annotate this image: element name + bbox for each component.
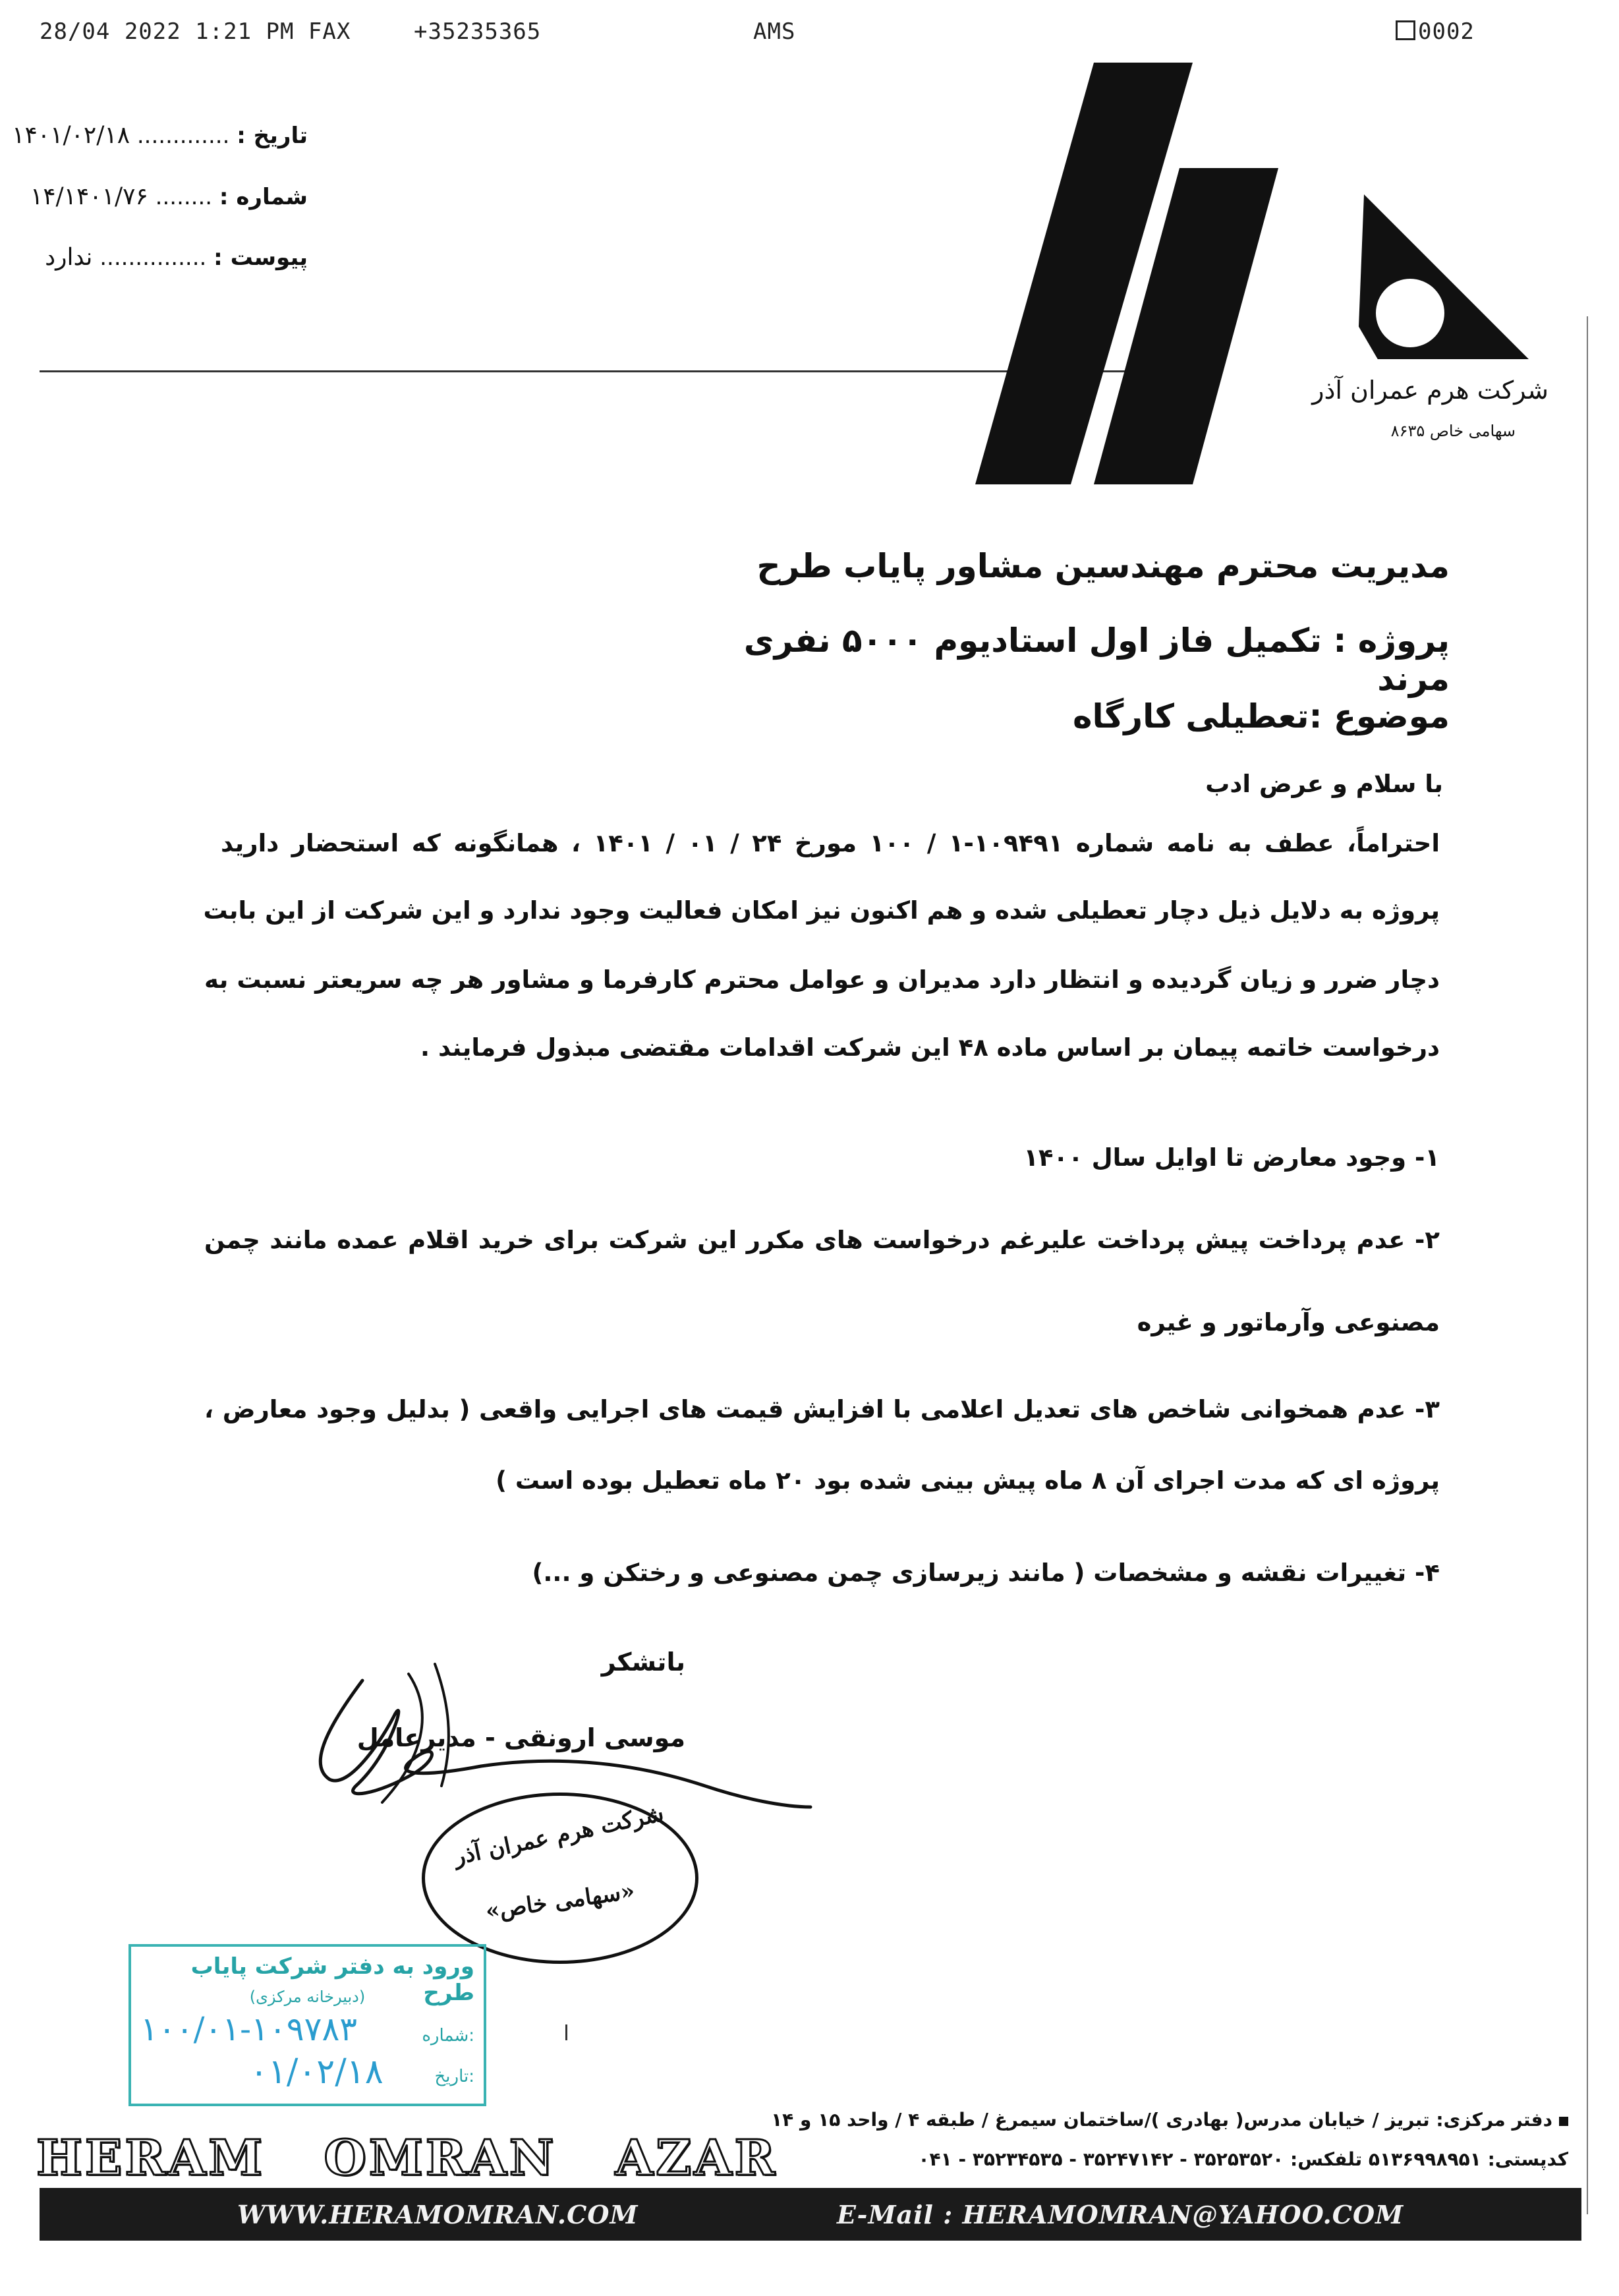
footer-email[interactable]: E-Mail : HERAMOMRAN@YAHOO.COM: [837, 2200, 1404, 2229]
page-box-icon: [1396, 20, 1415, 40]
fax-header-page: 0002: [1396, 18, 1475, 45]
list-item-1: ۱- وجود معارض تا اوایل سال ۱۴۰۰: [1023, 1143, 1440, 1172]
stamp-subtitle: (دبیرخانه مرکزی): [249, 1988, 366, 2006]
footer-website[interactable]: WWW.HERAMOMRAN.COM: [237, 2200, 639, 2229]
greeting: با سلام و عرض ادب: [1205, 770, 1443, 798]
letter-attachment-row: پیوست : ............... ندارد: [45, 244, 308, 271]
list-item-3: ۳- عدم همخوانی شاخص های تعدیل اعلامی با افزایش قیمت های اجرایی واقعی ( بدلیل وجود معارض ،: [204, 1395, 1440, 1423]
body-line: پروژه به دلایل ذیل دچار تعطیلی شده و هم اکنون نیز امکان فعالیت وجود ندارد و این شرکت از این بابت: [203, 896, 1440, 925]
fax-header-datetime: 28/04 2022 1:21 PM FAX: [40, 18, 351, 45]
receipt-stamp: [128, 1944, 486, 2106]
stamp-date-value: ۰۱/۰۲/۱۸: [250, 2052, 383, 2092]
stamp-number-label: شماره:: [422, 2026, 474, 2046]
date-label: تاریخ :: [237, 123, 308, 149]
project-heading: پروژه : تکمیل فاز اول استادیوم ۵۰۰۰ نفری مرند: [743, 621, 1450, 698]
fax-header-station: AMS: [753, 18, 796, 45]
number-label: شماره :: [219, 184, 308, 210]
signature-name-title: موسی ارونقی - مدیرعامل: [356, 1723, 685, 1752]
list-item-3-cont: پروژه ای که مدت اجرای آن ۸ ماه پیش بینی شده بود ۲۰ ماه تعطیل بوده است ): [496, 1466, 1440, 1495]
fax-header-number: +35235365: [414, 18, 542, 45]
footer-bullet-icon: [1559, 2117, 1568, 2126]
seal-line-1: شرکت هرم عمران آذر: [451, 1800, 666, 1871]
right-margin-line: [1587, 316, 1588, 2214]
company-type: سهامی خاص ۸۶۳۵: [1390, 422, 1516, 440]
mark-tick: [565, 2024, 567, 2040]
stamp-date-label: تاریخ:: [434, 2067, 474, 2086]
logo-circle-cutout: [1376, 279, 1444, 347]
letter-number-row: شماره : ........ ۱۴/۱۴۰۱/۷۶: [30, 183, 308, 210]
list-item-2: ۲- عدم پرداخت پیش پرداخت علیرغم درخواست های مکرر این شرکت برای خرید اقلام عمده مانند چمن: [204, 1226, 1440, 1254]
number-value: ۱۴/۱۴۰۱/۷۶: [30, 183, 148, 210]
recipient-heading: مدیریت محترم مهندسین مشاور پایاب طرح: [756, 547, 1450, 585]
company-seal: [422, 1793, 698, 1964]
body-line: درخواست خاتمه پیمان بر اساس ماده ۴۸ این شرکت اقدامات مقتضی مبذول فرمایند .: [420, 1033, 1440, 1062]
list-item-4: ۴- تغییرات نقشه و مشخصات ( مانند زیرسازی چمن مصنوعی و رختکن و ...): [532, 1559, 1440, 1587]
body-line: احتراماً، عطف به نامه شماره ۱۰۹۴۹۱-۱ / ۱۰۰ مورخ ۲۴ / ۰۱ / ۱۴۰۱ ، همانگونه که استحضار دارید: [221, 829, 1440, 857]
body-line: دچار ضرر و زیان گردیده و انتظار دارد مدیران و عوامل محترم کارفرما و مشاور هر چه سریعتر نسبت به: [204, 965, 1440, 994]
letter-date-row: تاریخ : ............. ۱۴۰۱/۰۲/۱۸: [12, 122, 308, 149]
seal-line-2: «سهامی خاص»: [484, 1878, 637, 1925]
company-name: شرکت هرم عمران آذر: [1312, 376, 1548, 405]
stamp-number-value: ۱۰۰/۰۱-۱۰۹۷۸۳: [140, 2010, 358, 2048]
attachment-label: پیوست :: [213, 244, 308, 271]
logo-triangle: [1357, 194, 1529, 359]
signature-closing: باتشکر: [601, 1648, 685, 1677]
footer-band: [40, 2188, 1581, 2241]
footer-phones: کدپستی: ۵۱۳۶۹۹۸۹۵۱ تلفکس: ۳۵۲۵۳۵۲۰ - ۳۵۲۴۷۱۴۲ - ۳۵۲۳۴۵۳۵ - ۰۴۱: [918, 2148, 1568, 2170]
subject-heading: موضوع :تعطیلی کارگاه: [1072, 697, 1450, 735]
footer-brand: HERAM OMRAN AZAR: [36, 2130, 778, 2187]
stamp-title: ورود به دفتر شرکت پایاب طرح: [190, 1953, 474, 2006]
footer-address: دفتر مرکزی: تبریز / خیابان مدرس( بهادری )/ساختمان سیمرغ / طبقه ۴ / واحد ۱۵ و ۱۴: [751, 2109, 1568, 2131]
date-value: ۱۴۰۱/۰۲/۱۸: [12, 122, 130, 149]
list-item-2-cont: مصنوعی وآرماتور و غیره: [1137, 1308, 1440, 1336]
attachment-value: ندارد: [45, 244, 93, 271]
